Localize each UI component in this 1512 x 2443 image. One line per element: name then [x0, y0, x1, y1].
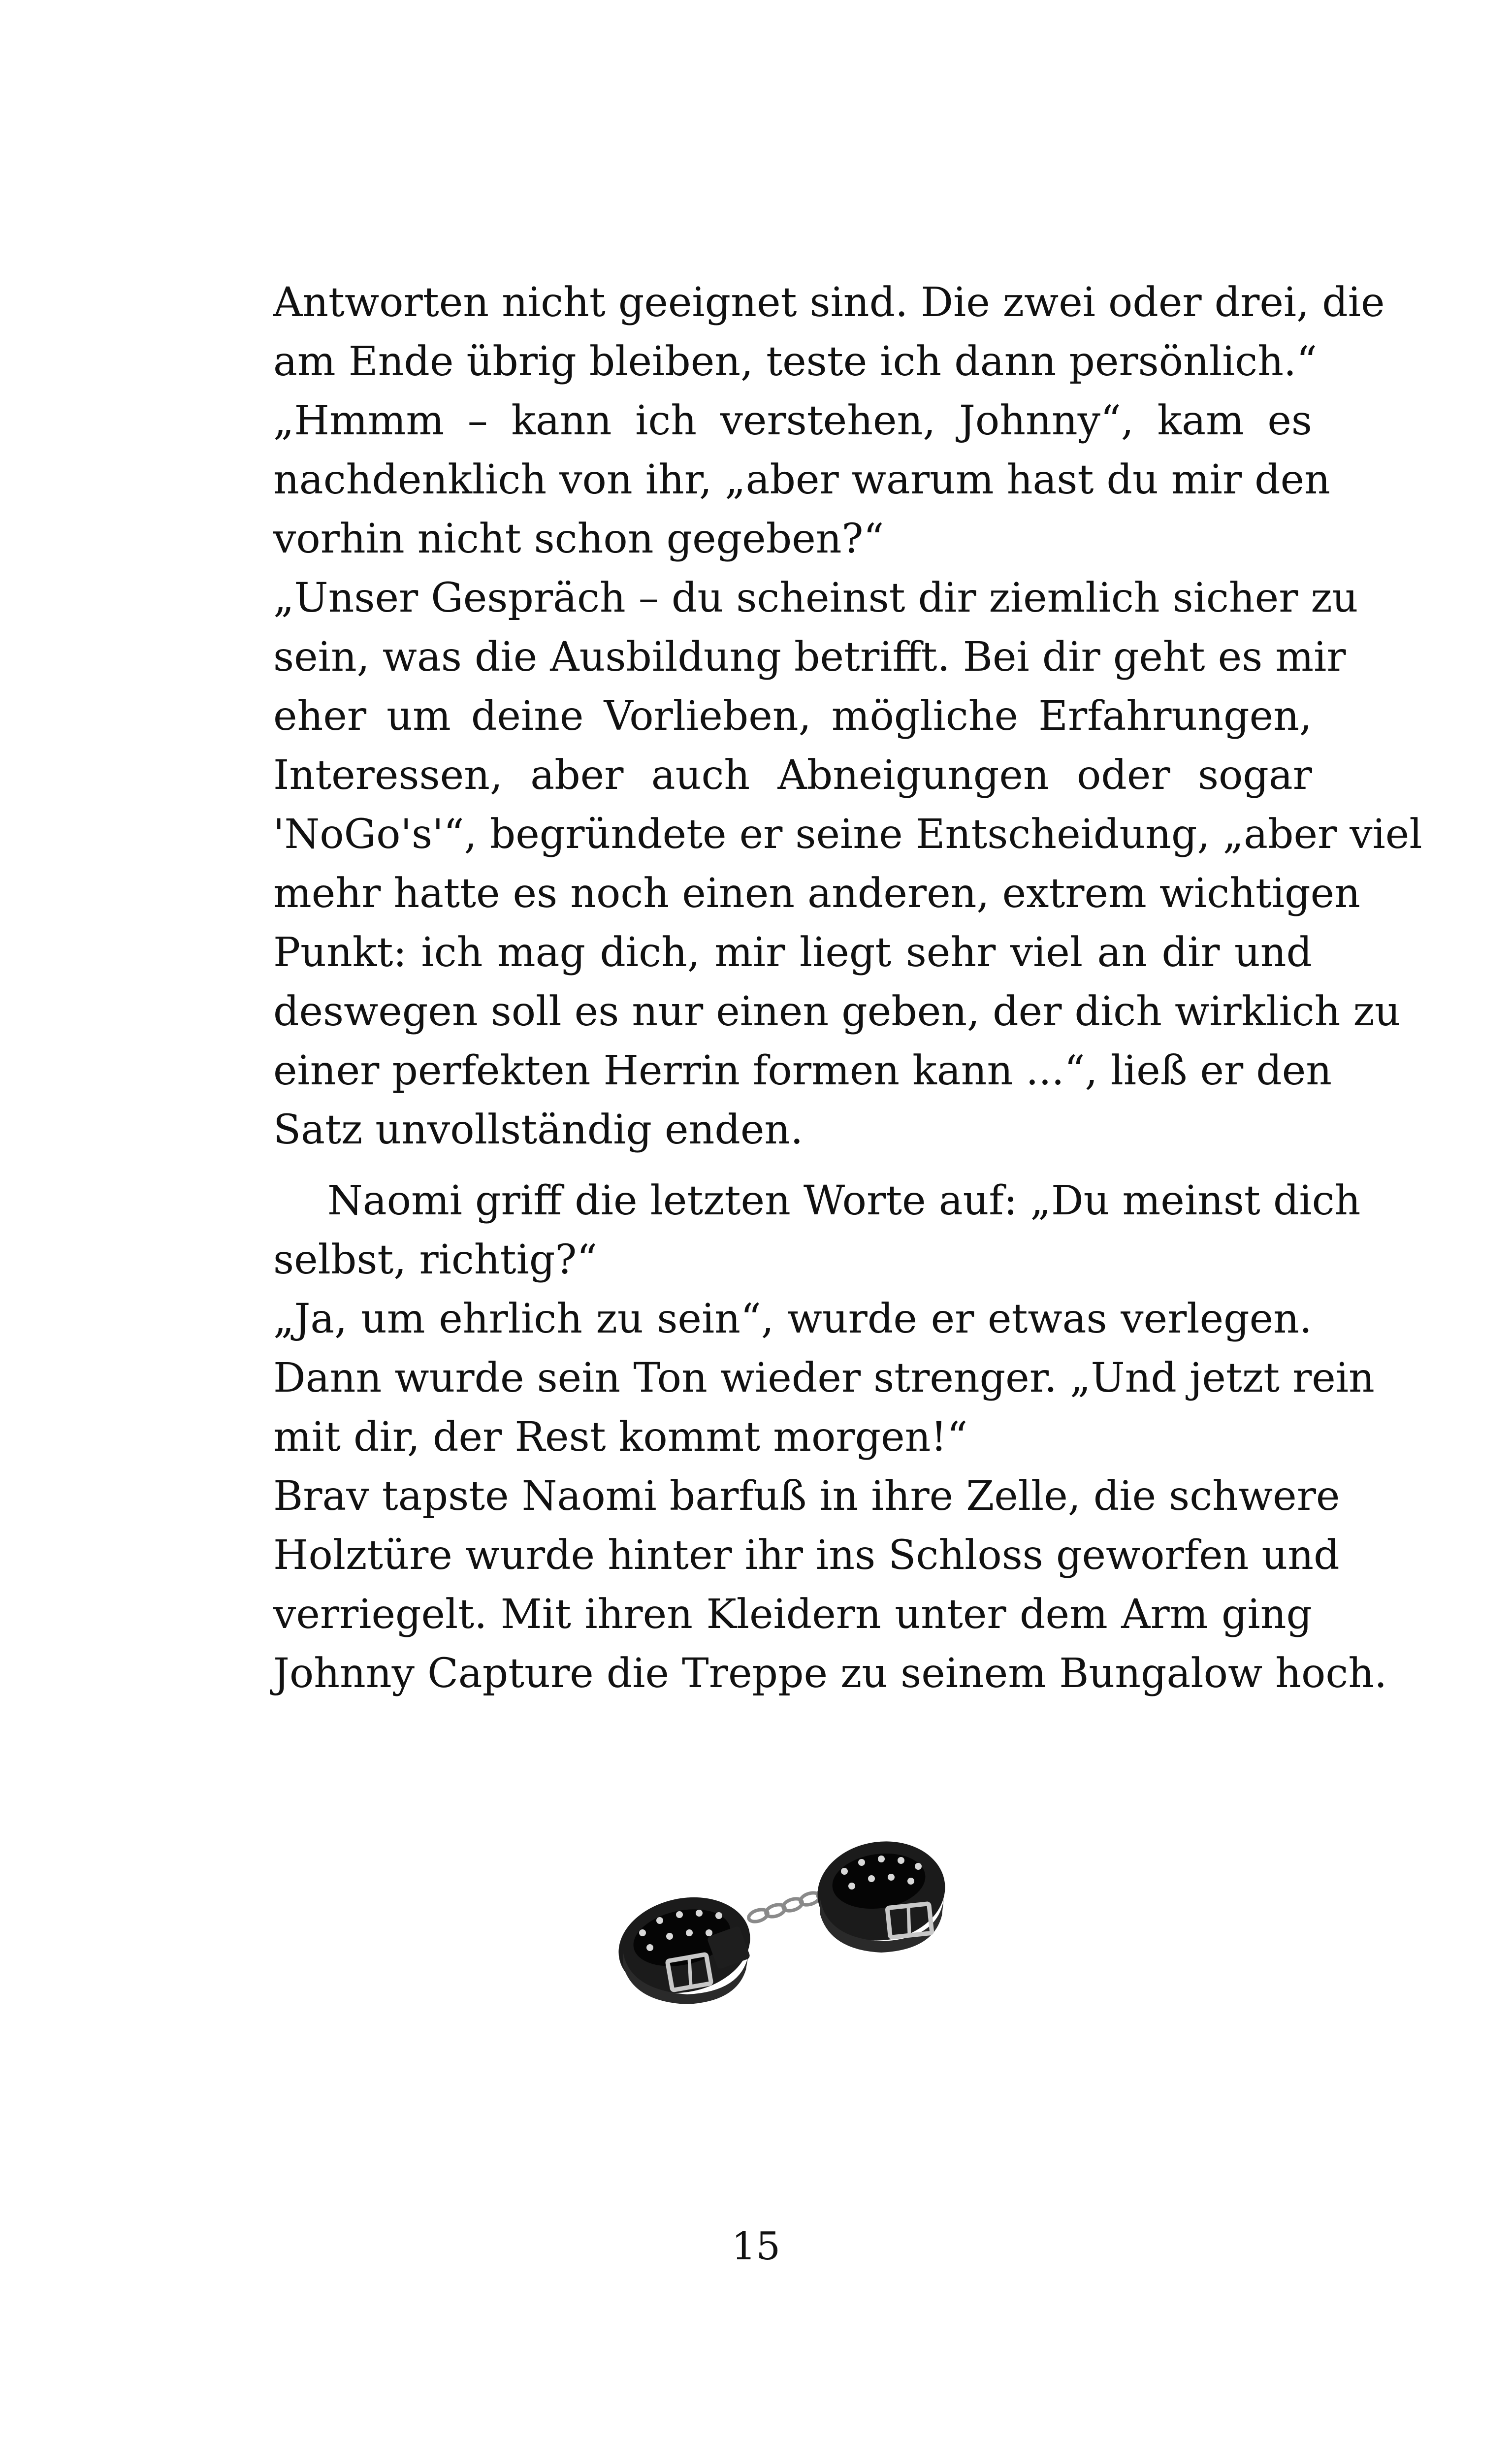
text-line: Interessen, aber auch Abneigungen oder sogar — [273, 752, 1312, 799]
paragraph — [273, 273, 1385, 391]
right-cuff — [811, 1833, 951, 1953]
text-line: Brav tapste Naomi barfuß in ihre Zelle, die schwere — [273, 1473, 1340, 1520]
page-number: 15 — [731, 2224, 781, 2269]
text-line: verriegelt. Mit ihren Kleidern unter dem Arm ging — [273, 1591, 1312, 1638]
paragraph — [273, 1172, 1361, 1290]
text-line: 'NoGo's'“, begründete er seine Entscheidung, „aber viel — [273, 811, 1422, 858]
paragraph — [273, 1467, 1387, 1703]
handcuffs-icon — [613, 1832, 977, 2029]
text-line: selbst, richtig?“ — [273, 1237, 598, 1283]
text-line: nachdenklich von ihr, „aber warum hast du mir den — [273, 456, 1330, 503]
paragraph — [273, 391, 1330, 569]
paragraph — [273, 1290, 1375, 1467]
text-line: Satz unvollständig enden. — [273, 1107, 804, 1153]
body-text — [273, 273, 1422, 1703]
text-line: einer perfekten Herrin formen kann ...“, ließ er den — [273, 1047, 1332, 1094]
text-line: „Ja, um ehrlich zu sein“, wurde er etwas verlegen. — [273, 1296, 1312, 1342]
paragraph — [273, 569, 1422, 1160]
text-line: Johnny Capture die Treppe zu seinem Bungalow hoch. — [273, 1650, 1387, 1697]
text-line: deswegen soll es nur einen geben, der dich wirklich zu — [273, 988, 1401, 1035]
text-line: „Unser Gespräch – du scheinst dir ziemlich sicher zu — [273, 575, 1358, 621]
text-line: mit dir, der Rest kommt morgen!“ — [273, 1414, 968, 1461]
text-line: vorhin nicht schon gegeben?“ — [273, 516, 884, 562]
text-line: eher um deine Vorlieben, mögliche Erfahrungen, — [273, 693, 1312, 740]
text-line: Dann wurde sein Ton wieder strenger. „Und jetzt rein — [273, 1355, 1375, 1401]
text-line: am Ende übrig bleiben, teste ich dann persönlich.“ — [273, 338, 1318, 385]
text-line: Punkt: ich mag dich, mir liegt sehr viel an dir und — [273, 929, 1312, 976]
text-line: Antworten nicht geeignet sind. Die zwei oder drei, die — [273, 279, 1385, 326]
text-line: mehr hatte es noch einen anderen, extrem wichtigen — [273, 870, 1360, 917]
text-line: Holztüre wurde hinter ihr ins Schloss geworfen und — [273, 1532, 1340, 1579]
text-line: sein, was die Ausbildung betrifft. Bei dir geht es mir — [273, 634, 1346, 681]
left-cuff — [613, 1886, 759, 2005]
text-line: „Hmmm – kann ich verstehen, Johnny“, kam es — [273, 397, 1312, 444]
text-line: Naomi griff die letzten Worte auf: „Du meinst dich — [327, 1177, 1361, 1224]
